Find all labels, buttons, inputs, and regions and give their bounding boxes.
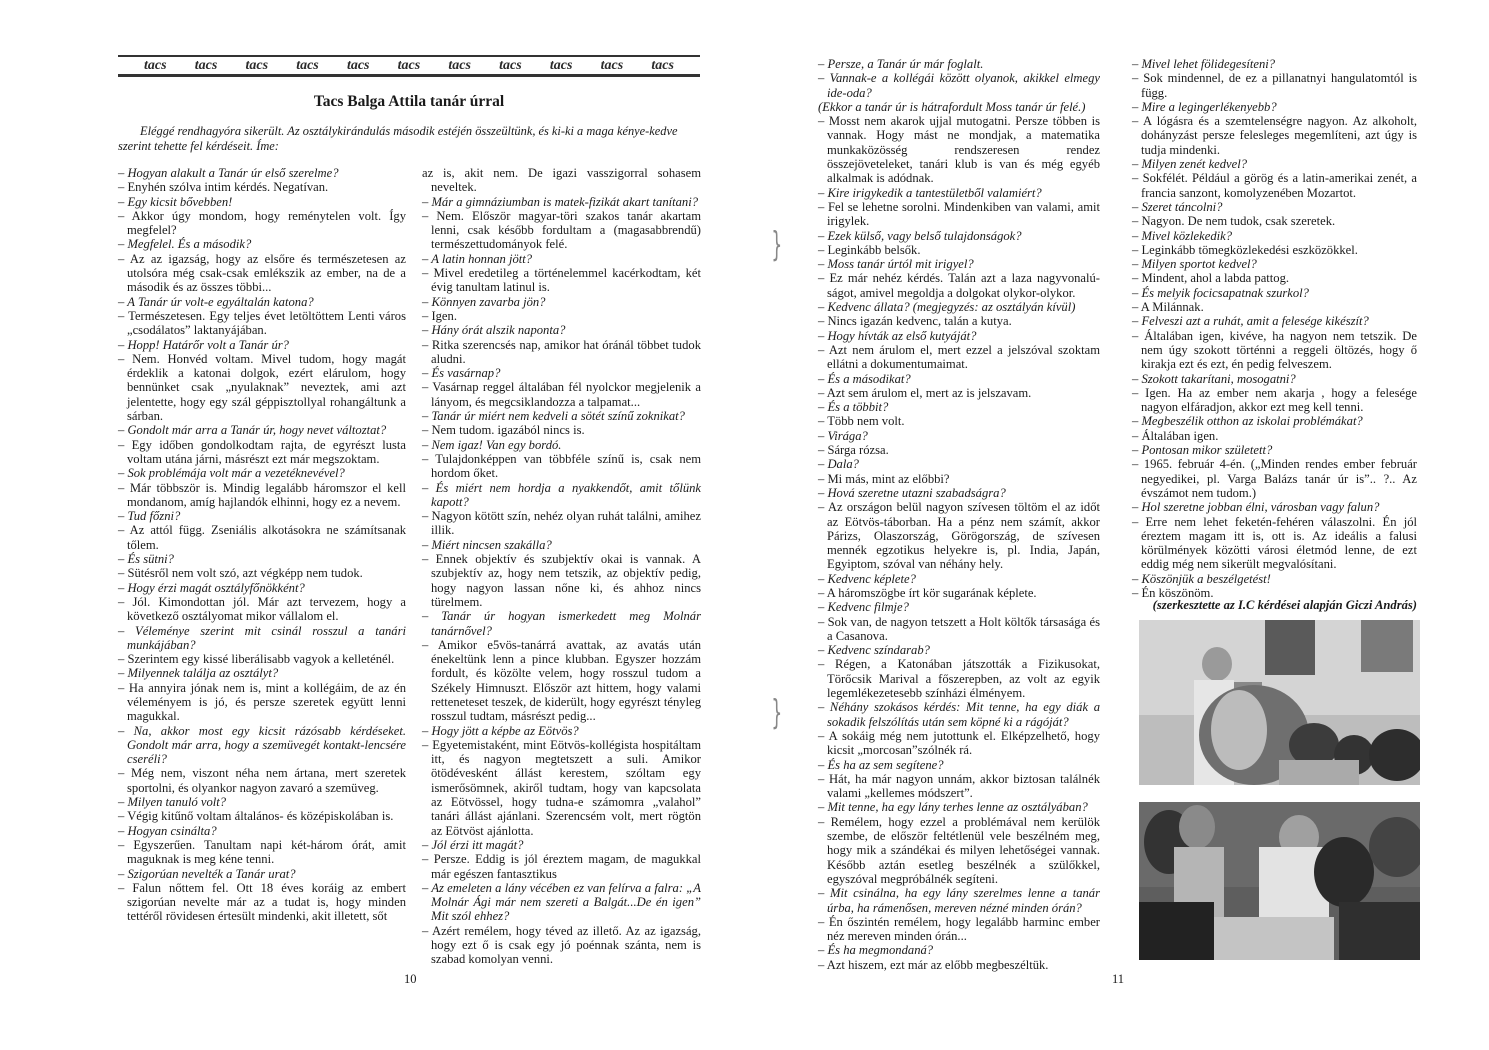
interview-question: – Néhány szokásos kérdés: Mit tenne, ha egy diák a sokadik felszólítás után sem köpné ki a rágóját?: [818, 700, 1100, 729]
interview-answer: – Általában igen, kivéve, ha nagyon nem tetszik. De nem úgy szokott történni a reggeli öltözés, hogy ő kirakja ezt és ezt, én pedig felveszem.: [1132, 328, 1417, 372]
interview-answer: – Az az igazság, hogy az elsőre és természetesen az utolsóra még csak-csak emlékszik az ember, na de a második és az összes többi...: [118, 251, 406, 295]
interview-question: – Nem igaz! Van egy bordó.: [422, 437, 562, 452]
interview-question: – És a másodikat?: [818, 371, 911, 386]
interview-question: – Mit csinálna, ha egy lány szerelmes lenne a tanár úrba, ha rámenősen, mereven nézné minden órán?: [818, 886, 1100, 915]
header-word: tacs: [397, 57, 421, 73]
article-intro: Eléggé rendhagyóra sikerült. Az osztálykirándulás második estéjén összeültünk, és ki-ki a maga kénye-kedve szerint tehette fel kérdéseit. Íme:: [118, 124, 678, 153]
interview-answer: – Persze. Eddig is jól éreztem magam, de magukkal már egészen fantasztikus: [422, 852, 701, 881]
interview-answer: – Ha annyira jónak nem is, mint a kollégáim, de az én véleményem is jó, és persze szeretek együtt lenni magukkal.: [118, 680, 406, 724]
photo-teacher-at-front: [1139, 620, 1420, 785]
interview-answer: – Azt hiszem, ezt már az előbb megbeszéltük.: [818, 957, 1049, 972]
interview-question: – Szeret táncolni?: [1132, 199, 1223, 214]
interview-answer: – Szerintem egy kissé liberálisabb vagyok a kelleténél.: [118, 652, 395, 667]
interview-answer: – Több nem volt.: [818, 414, 905, 429]
credit-block: [1132, 597, 1417, 612]
interview-answer: – Vasárnap reggel általában fél nyolckor megjelenik a lányom, és megcsiklandozza a talpamat...: [422, 380, 701, 409]
interview-answer: – Nincs igazán kedvenc, talán a kutya.: [818, 314, 1012, 329]
interview-answer: – Az attól függ. Zseniális alkotásokra ne számítsanak tőlem.: [118, 523, 406, 552]
interview-answer: – Azt sem árulom el, mert az is jelszavam.: [818, 385, 1032, 400]
interview-question: – És sütni?: [118, 552, 174, 567]
interview-question: – Pontosan mikor született?: [1132, 443, 1273, 458]
interview-answer: – Remélem, hogy ezzel a problémával nem kerülök szembe, de először feltétlenül vele beszélném meg, hogy mik a szándékai és milyen lehetőségei vannak. Később aztán esetleg beszélnék a szülőkkel, egyszóval megpróbálnék segíteni.: [818, 814, 1100, 886]
interview-question: – Vannak-e a kollégái között olyanok, akikkel elmegy ide-oda?: [818, 71, 1100, 100]
interview-answer: – A sokáig még nem jutottunk el. Elképzelhető, hogy kicsit „morcosan”szólnék rá.: [818, 728, 1100, 758]
interview-answer: – Végig kitűnő voltam általános- és középiskolában is.: [118, 809, 394, 824]
interview-answer: – Mi más, mint az előbbi?: [818, 471, 950, 486]
interview-question: – Tud főzni?: [118, 509, 181, 524]
interview-question: – Szokott takarítani, mosogatni?: [1132, 371, 1296, 386]
interview-answer: – Még nem, viszont néha nem ártana, mert szeretek sportolni, és olyankor nagyon zavaró a szemüveg.: [118, 766, 406, 795]
interview-question: – Szigorúan nevelték a Tanár urat?: [118, 866, 296, 881]
interview-question: – Hány órát alszik naponta?: [422, 323, 566, 338]
interview-answer: – Hát, ha már nagyon unnám, akkor biztosan találnék valami „kellemes módszert”.: [818, 771, 1100, 801]
interview-answer: – Egyetemistaként, mint Eötvös-kollégista hospitáltam itt, és nagyon megtetszett a suli. Amikor ötödévesként állást kerestem, szóltam egy ismerősömnek, akiről tudtam, hogy van kapcsolata az Eötvössel, hogy tudna-e számomra „valahol” tanári állást ajánlani. Szerencsém volt, mert rögtön az Eötvöst ajánlotta.: [422, 737, 701, 838]
right-column-1: [818, 57, 1100, 972]
interview-answer: – Leginkább tömegközlekedési eszközökkel.: [1132, 242, 1358, 257]
interview-question: – Mit tenne, ha egy lány terhes lenne az osztályában?: [818, 800, 1088, 815]
interview-answer: – Nem. Először magyar-töri szakos tanár akartam lenni, csak később fordultam a (magasabbrendű) természettudományok felé.: [422, 208, 701, 252]
interview-answer: – Jól. Kimondottan jól. Már azt tervezem, hogy a következő osztályomat mikor vállalom el.: [118, 594, 406, 624]
interview-question: – Virága?: [818, 428, 868, 443]
interview-question: – Milyen tanuló volt?: [118, 795, 227, 810]
header-word: tacs: [144, 57, 167, 73]
interview-question: – Milyen zenét kedvel?: [1132, 157, 1248, 172]
interview-answer: – Régen, a Katonában játszották a Fizikusokat, Törőcsik Marival a főszerepben, az volt az egyik legemlékezetesebb színházi élményem.: [818, 657, 1100, 701]
interview-question: – Ezek külső, vagy belső tulajdonságok?: [818, 228, 1022, 243]
interview-question: – A Tanár úr volt-e egyáltalán katona?: [118, 294, 314, 309]
interview-question: – Sok problémája volt már a vezetéknevével?: [118, 466, 345, 481]
interview-answer: – Ennek objektív és szubjektív okai is vannak. A szubjektív az, hogy nem tetszik, az objektív pedig, hogy nagyon lassan nőne ki, és ahhoz nincs türelmem.: [422, 552, 701, 609]
page-number-right: 11: [1112, 972, 1125, 986]
interview-answer: – 1965. február 4-én. („Minden rendes ember február negyedikei, pl. Varga Balázs tanár úr is”.. ?.. Az évszámot nem tudom.): [1132, 457, 1417, 500]
interview-answer: – A lógásra és a szemtelenségre nagyon. Az alkoholt, dohányzást persze felesleges megemlíteni, azt úgy is tudja mindenki.: [1132, 114, 1417, 157]
interview-answer: – Én köszönöm.: [1132, 585, 1214, 600]
interview-question: – Hogy érzi magát osztályfőnökként?: [118, 580, 305, 595]
interview-answer: – Enyhén szólva intim kérdés. Negatívan.: [118, 180, 329, 195]
interview-answer: – Mosst nem akarok ujjal mutogatni. Persze többen is vannak. Hogy mást ne mondjak, a matematika munkaközösség rendszeresen rendez összejöveteleket, tanári klub is van és még egyéb alkalmak is adódnak.: [818, 114, 1100, 186]
article-title: Tacs Balga Attila tanár úrral: [313, 93, 505, 110]
header-word: tacs: [245, 57, 269, 73]
interview-question: – Tanár úr hogyan ismerkedett meg Molnár tanárnővel?: [422, 609, 701, 638]
interview-answer: – Egy időben gondolkodtam rajta, de egyrészt lusta voltam utána járni, másrészt ezt már megszoktam.: [118, 437, 406, 466]
interview-question: – Milyen sportot kedvel?: [1132, 257, 1257, 272]
binder-mark-bottom: }: [771, 693, 783, 733]
header-tacs-bar: [118, 55, 700, 77]
interview-question: – Egy kicsit bővebben!: [118, 194, 233, 209]
interview-question: – Hopp! Határőr volt a Tanár úr?: [118, 337, 289, 352]
interview-answer: – Nagyon. De nem tudok, csak szeretek.: [1132, 214, 1336, 229]
interview-question: – Már a gimnáziumban is matek-fizikát akart tanítani?: [422, 194, 698, 209]
header-word: tacs: [549, 57, 573, 73]
interview-question: – Gondolt már arra a Tanár úr, hogy nevet változtat?: [118, 423, 387, 438]
interview-answer: – Amikor e5vös-tanárrá avattak, az avatás után énekeltünk lenn a pince klubban. Egyszer hozzám fordult, és közölte velem, hogy rosszul tudom a Székely Himnuszt. Először azt hittem, hogy valami retteneteset teszek, de kiderült, hogy egyrészt tényleg rosszul tudtam, másrészt pedig...: [422, 637, 701, 724]
binder-mark-top: }: [771, 225, 783, 265]
header-word: tacs: [346, 57, 370, 73]
interview-answer: – Sokfélét. Például a görög és a latin-amerikai zenét, a francia sanzont, komolyzenében Mozartot.: [1132, 171, 1417, 200]
interview-question: – Hogy jött a képbe az Eötvös?: [422, 723, 579, 738]
header-word: tacs: [651, 57, 674, 73]
interview-answer: – Én őszintén remélem, hogy legalább harminc ember néz mereven minden órán...: [818, 914, 1100, 944]
interview-question: – Hol szeretne jobban élni, városban vagy falun?: [1132, 500, 1380, 515]
left-column-1: [118, 166, 406, 924]
interview-answer: – Már többször is. Mindig legalább háromszor el kell mondanom, amíg hajlandók elhinni, hogy ez a nevem.: [118, 480, 406, 509]
interview-question: – És vasárnap?: [422, 366, 501, 381]
interview-question: – Köszönjük a beszélgetést!: [1132, 571, 1271, 586]
interview-answer: – Fel se lehetne sorolni. Mindenkiben van valami, amit irigylek.: [818, 199, 1100, 229]
interview-question: – Na, akkor most egy kicsit rázósabb kérdéseket. Gondolt már arra, hogy a szemüvegét kontakt-lencsére cseréli?: [118, 723, 406, 767]
interview-answer: – Nem. Honvéd voltam. Mivel tudom, hogy magát érdeklik a katonai dolgok, ezért elárulom, hogy bennünket csak „nyulaknak” neveztek, ami azt jelentette, hogy egy szál géppisztollyal rohangáltunk a sárban.: [118, 351, 406, 424]
interview-question: – Jól érzi itt magát?: [422, 837, 524, 852]
header-word: tacs: [499, 57, 522, 73]
interview-question: – A latin honnan jött?: [422, 251, 533, 266]
interview-answer: – Az országon belül nagyon szívesen töltöm el az időt az Eötvös-táborban. Ha a pénz nem számít, akkor Párizs, Olaszország, Görögország, de szívesen mennék egzotikus helyekre is, pl. India, Japán, Egyiptom, szóval van néhány hely.: [818, 500, 1100, 572]
editorial-note: (Ekkor a tanár úr is hátrafordult Moss tanár úr felé.): [818, 99, 1086, 114]
left-column-2: [422, 166, 701, 967]
interview-answer: – Ez már nehéz kérdés. Talán azt a laza nagyvonalú-ságot, amivel megoldja a dolgokat olykor-olykor.: [818, 271, 1100, 300]
interview-question: – Kedvenc állata? (megjegyzés: az osztályán kívül): [818, 300, 1076, 315]
interview-question: – Felveszi azt a ruhát, amit a felesége kikészít?: [1132, 314, 1369, 329]
interview-question: – Dala?: [818, 457, 859, 472]
header-word: tacs: [194, 57, 218, 73]
interview-answer: – A háromszögbe írt kör sugarának képlete.: [818, 585, 1037, 600]
interview-question: – Megbeszélik otthon az iskolai problémákat?: [1132, 414, 1363, 429]
interview-question: – Hová szeretne utazni szabadságra?: [818, 485, 1006, 500]
header-word: tacs: [296, 57, 319, 73]
interview-question: – Véleménye szerint mit csinál rosszul a tanári munkájában?: [118, 623, 406, 652]
interview-question: – Könnyen zavarba jön?: [422, 294, 546, 309]
interview-question: – Hogyan csinálta?: [118, 823, 217, 838]
interview-answer: – Természetesen. Egy teljes évet letöltöttem Lenti város „csodálatos” laktanyájában.: [118, 308, 406, 338]
interview-question: – Milyennek találja az osztályt?: [118, 666, 279, 681]
interview-answer: – A Milánnak.: [1132, 300, 1204, 315]
right-column-2: [1132, 57, 1417, 600]
interview-answer: – Nem tudom. igazából nincs is.: [422, 423, 585, 438]
interview-answer: – Igen.: [422, 308, 457, 323]
interview-question: – Kedvenc színdarab?: [818, 643, 930, 658]
interview-answer: – Általában igen.: [1132, 428, 1219, 443]
interview-question: – Miért nincsen szakálla?: [422, 537, 552, 552]
interview-answer: – Leginkább belsők.: [818, 242, 921, 257]
interview-question: – Mire a legingerlékenyebb?: [1132, 99, 1277, 114]
header-word: tacs: [600, 57, 624, 73]
interview-answer: – Mivel eredetileg a történelemmel kacérkodtam, két évig tanultam latinul is.: [422, 266, 701, 295]
header-word: tacs: [448, 57, 471, 73]
interview-question: – Az emeleten a lány vécében ez van felírva a falra: „A Molnár Ági már nem szereti a Balgát...De én igen” Mit szól ehhez?: [422, 880, 701, 924]
interview-answer: az is, akit nem. De igazi vasszigorral sohasem neveltek.: [422, 166, 701, 195]
interview-question: – Megfelel. És a második?: [118, 237, 252, 252]
interview-answer: – Azért remélem, hogy téved az illető. Az az igazság, hogy ezt ő is csak egy jó poénnak szánta, nem is szabad komolyan venni.: [422, 923, 701, 967]
photo-teacher-with-students: [1139, 802, 1420, 960]
interview-question: – És a többit?: [818, 400, 889, 415]
interview-question: – És melyik focicsapatnak szurkol?: [1132, 285, 1309, 300]
interview-question: – Mivel közlekedik?: [1132, 228, 1232, 243]
interview-question: – Kedvenc képlete?: [818, 571, 916, 586]
interview-answer: – Sok van, de nagyon tetszett a Holt költők társasága és a Casanova.: [818, 614, 1100, 643]
interview-answer: – Nagyon kötött szín, nehéz olyan ruhát találni, amihez illik.: [422, 509, 701, 538]
interview-question: – Kire irigykedik a tantestületből valamiért?: [818, 185, 1042, 200]
interview-question: – És miért nem hordja a nyakkendőt, amit tőlünk kapott?: [422, 480, 701, 509]
interview-answer: – Sütésről nem volt szó, azt végképp nem tudok.: [118, 566, 363, 581]
interview-answer: – Ritka szerencsés nap, amikor hat óránál többet tudok aludni.: [422, 337, 701, 366]
interview-answer: – Egyszerűen. Tanultam napi két-három órát, amit maguknak is meg kéne tenni.: [118, 837, 406, 867]
interview-question: – Hogy hívták az első kutyáját?: [818, 328, 977, 343]
interview-answer: – Igen. Ha az ember nem akarja , hogy a felesége nagyon elfáradjon, akkor ezt meg kell tenni.: [1132, 385, 1417, 415]
interview-question: – Moss tanár úrtól mit irigyel?: [818, 257, 974, 272]
interview-answer: – Akkor úgy mondom, hogy reménytelen volt. Így megfelel?: [118, 208, 406, 238]
interview-answer: – Sárga rózsa.: [818, 443, 889, 458]
interview-question: – És ha megmondaná?: [818, 943, 934, 958]
interview-question: – Persze, a Tanár úr már foglalt.: [818, 57, 984, 71]
interview-question: – Tanár úr miért nem kedveli a sötét színű zoknikat?: [422, 409, 685, 424]
interview-answer: – Falun nőttem fel. Ott 18 éves koráig az embert szigorúan nevelte már az a tudat is, hogy minden tettéről rövidesen értesült mindenki, akit illetett, sőt: [118, 880, 406, 924]
interview-question: – Hogyan alakult a Tanár úr első szerelme?: [118, 166, 339, 180]
article-credit: (szerkesztette az I.C kérdései alapján Giczi András): [1152, 598, 1417, 612]
interview-answer: – Tulajdonképpen van többféle színű is, csak nem hordom őket.: [422, 451, 701, 481]
interview-answer: – Sok mindennel, de ez a pillanatnyi hangulatomtól is függ.: [1132, 71, 1417, 100]
interview-question: – Kedvenc filmje?: [818, 600, 909, 615]
interview-question: – Mivel lehet fölidegesíteni?: [1132, 57, 1276, 71]
interview-answer: – Mindent, ahol a labda pattog.: [1132, 271, 1290, 286]
interview-answer: – Erre nem lehet feketén-fehéren válaszolni. Én jól éreztem magam itt is, ott is. Az ideális a falusi körülmények közötti városi életmód lenne, de ezt eddig még nem sikerült megvalósítani.: [1132, 514, 1417, 572]
interview-question: – És ha az sem segítene?: [818, 757, 944, 772]
interview-answer: – Azt nem árulom el, mert ezzel a jelszóval szoktam ellátni a dokumentumaimat.: [818, 342, 1100, 372]
page-number-left: 10: [404, 972, 417, 986]
